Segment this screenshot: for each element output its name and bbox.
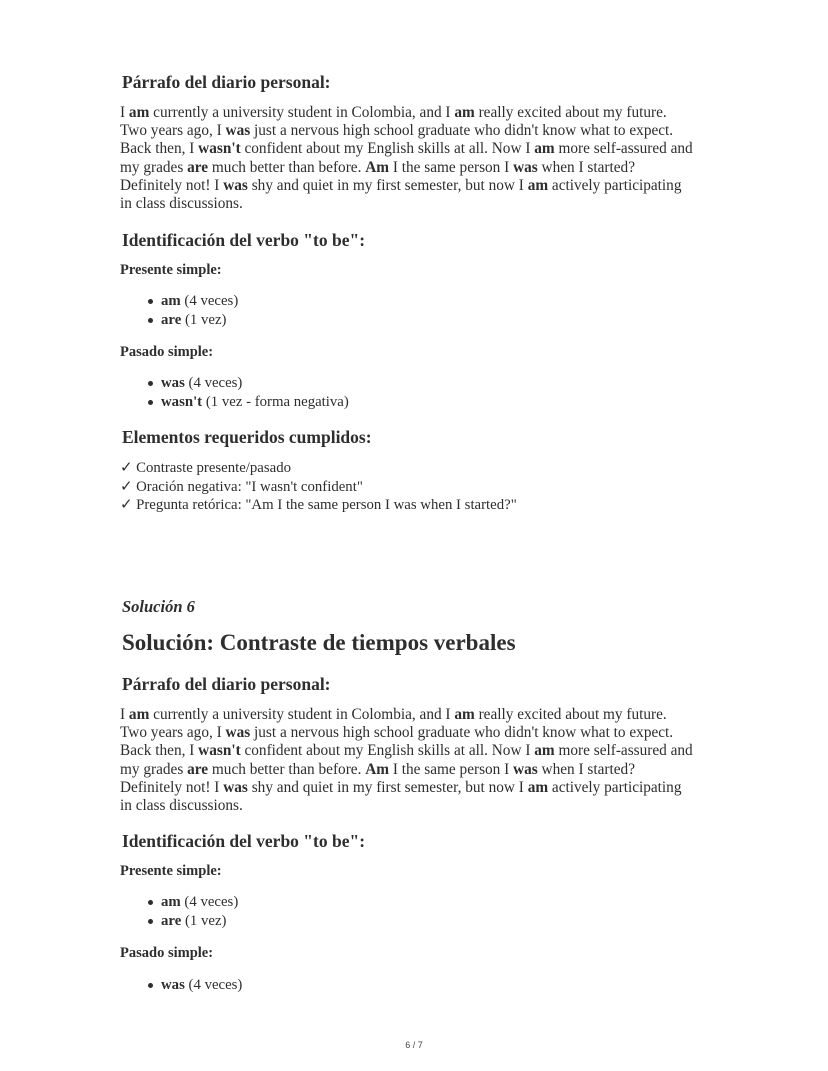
text-run: Back then, I — [120, 140, 199, 158]
bold-verb: was — [223, 176, 248, 194]
text-run: confident about my English skills at all. Now I — [240, 140, 535, 158]
text-run: much better than before. — [208, 158, 366, 176]
list-item — [120, 393, 349, 412]
text-run: I the same person I — [389, 158, 514, 176]
bold-verb: am — [454, 706, 475, 723]
text-run: I the same person I — [389, 760, 514, 778]
solution-title: Solución: Contraste de tiempos verbales — [122, 630, 516, 655]
paragraph-line — [120, 797, 693, 815]
present-simple-label: Presente simple: — [120, 262, 222, 278]
bold-verb: am — [454, 104, 475, 121]
verb: am — [161, 293, 181, 309]
paragraph-line — [120, 177, 693, 195]
text-run: confident about my English skills at all. Now I — [240, 742, 535, 760]
paragraph-line — [120, 724, 693, 742]
bold-verb: am — [534, 140, 555, 158]
past-simple-label: Pasado simple: — [120, 945, 214, 961]
paragraph-line — [120, 761, 693, 779]
check-item: ✓ Oración negativa: "I wasn't confident" — [120, 478, 363, 495]
bold-verb: was — [513, 158, 538, 176]
list-item — [120, 374, 349, 393]
bold-verb: wasn't — [198, 742, 241, 760]
text-run: when I started? — [537, 158, 635, 176]
text-run: shy and quiet in my first semester, but now I — [247, 176, 528, 194]
list-item — [120, 912, 238, 931]
text-run: I — [120, 104, 129, 121]
verb: wasn't — [161, 393, 203, 410]
paragraph-line — [120, 122, 693, 140]
diary-paragraph — [120, 104, 693, 213]
bold-verb: was — [513, 760, 538, 778]
present-simple-label: Presente simple: — [120, 863, 222, 879]
bold-verb: was — [225, 724, 251, 742]
text-run: more self-assured and — [554, 742, 693, 760]
verb-count: (4 veces) — [180, 293, 239, 309]
text-run: Definitely not! I — [120, 176, 224, 194]
text-run: my grades — [120, 158, 188, 176]
text-run: just a nervous high school graduate who didn't know what to expect. — [250, 724, 674, 742]
text-run: actively participating — [548, 176, 682, 194]
verb-count: (4 veces) — [184, 375, 243, 391]
text-run: Two years ago, I — [120, 724, 226, 742]
text-run: actively participating — [548, 778, 682, 796]
verb-count: (1 vez - forma negativa) — [202, 393, 349, 410]
text-run: much better than before. — [208, 760, 366, 778]
diary-heading: Párrafo del diario personal: — [122, 674, 331, 694]
bold-verb: am — [527, 176, 549, 194]
text-run: currently a university student in Colombia, and I — [149, 706, 455, 723]
verb: am — [161, 894, 181, 910]
text-run: really excited about my future. — [474, 104, 667, 121]
list-item — [120, 893, 238, 912]
verb-count: (1 vez) — [181, 912, 227, 929]
text-run: just a nervous high school graduate who didn't know what to expect. — [250, 122, 674, 140]
present-list — [120, 893, 238, 930]
text-run: Back then, I — [120, 742, 199, 760]
verb-count: (4 veces) — [180, 894, 239, 910]
check-item: ✓ Pregunta retórica: "Am I the same person I was when I started?" — [120, 497, 517, 513]
text-run: in class discussions. — [120, 797, 243, 815]
verb: was — [161, 375, 185, 391]
present-list — [120, 292, 238, 329]
paragraph-line — [120, 159, 693, 177]
bold-verb: was — [225, 122, 251, 140]
paragraph-line — [120, 104, 693, 122]
bold-verb: was — [223, 778, 248, 796]
verb: are — [161, 311, 182, 328]
list-item — [120, 311, 238, 330]
bold-verb: are — [187, 158, 209, 176]
bold-verb: am — [534, 742, 555, 760]
text-run: shy and quiet in my first semester, but now I — [247, 778, 528, 796]
bold-verb: am — [128, 104, 150, 121]
check-item: ✓ Contraste presente/pasado — [120, 460, 292, 476]
bold-verb: am — [527, 778, 549, 796]
page-number: 6 / 7 — [405, 1040, 423, 1050]
bold-verb: Am — [365, 158, 390, 176]
bold-verb: am — [128, 706, 150, 723]
text-run: Two years ago, I — [120, 122, 226, 140]
verb-count: (4 veces) — [184, 977, 243, 993]
verb-heading: Identificación del verbo "to be": — [122, 230, 366, 250]
verb: are — [161, 912, 182, 929]
solution-label: Solución 6 — [122, 597, 195, 616]
past-list — [120, 976, 242, 995]
text-run: really excited about my future. — [474, 706, 667, 723]
past-simple-label: Pasado simple: — [120, 344, 214, 360]
diary-paragraph — [120, 706, 693, 815]
verb: was — [161, 977, 185, 993]
text-run: currently a university student in Colombia, and I — [149, 104, 455, 121]
verb-heading: Identificación del verbo "to be": — [122, 831, 366, 851]
bold-verb: are — [187, 760, 209, 778]
paragraph-line — [120, 140, 693, 158]
diary-heading: Párrafo del diario personal: — [122, 72, 331, 92]
text-run: my grades — [120, 760, 188, 778]
list-item — [120, 292, 238, 311]
text-run: I — [120, 706, 129, 723]
text-run: in class discussions. — [120, 195, 243, 213]
text-run: more self-assured and — [554, 140, 693, 158]
required-heading: Elementos requeridos cumplidos: — [122, 427, 372, 447]
bold-verb: Am — [365, 760, 390, 778]
paragraph-line — [120, 195, 693, 213]
text-run: when I started? — [537, 760, 635, 778]
paragraph-line — [120, 706, 693, 724]
text-run: Definitely not! I — [120, 778, 224, 796]
verb-count: (1 vez) — [181, 311, 227, 328]
bold-verb: wasn't — [198, 140, 241, 158]
past-list — [120, 374, 349, 411]
paragraph-line — [120, 779, 693, 797]
list-item — [120, 976, 242, 995]
paragraph-line — [120, 742, 693, 760]
